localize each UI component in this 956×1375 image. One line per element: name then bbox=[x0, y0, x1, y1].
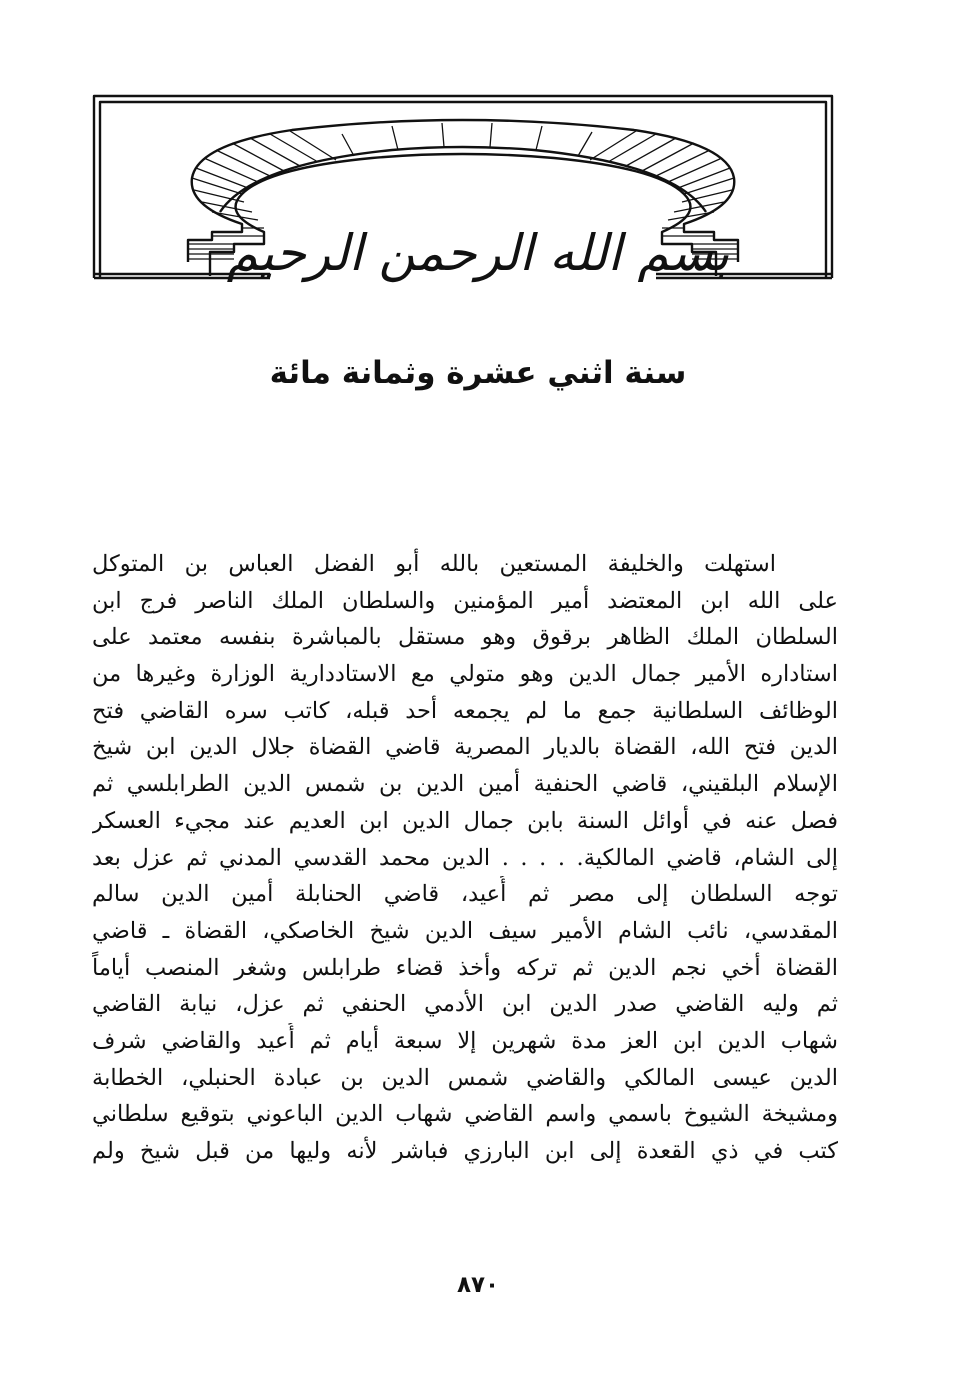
text-line: شهاب الدين ابن العز مدة شهرين إلا سبعة أيام ثم أُعيد والقاضي شرف bbox=[92, 1027, 838, 1054]
text-line: استاداره الأمير جمال الدين وهو متولي مع الاستاددارية الوزارة وغيرها من bbox=[92, 661, 838, 688]
text-line: كتب في ذي القعدة إلى ابن البارزي فباشر لأنه وليها من قبل شيخ ولم bbox=[92, 1138, 838, 1164]
text-line: فصل عنه في أوائل السنة بابن جمال الدين ابن العديم عند مجيء العسكر bbox=[92, 807, 838, 834]
text-line: الدين عيسى المالكي والقاضي شمس الدين بن عبادة الحنبلي، الخطابة bbox=[92, 1064, 838, 1091]
text-line: على الله ابن المعتضد أمير المؤمنين والسلطان الملك الناصر فرج ابن bbox=[92, 587, 838, 614]
text-line: ثم وليه القاضي صدر الدين ابن الأدمي الحنفي ثم عزل، نيابة القاضي bbox=[92, 991, 838, 1018]
page-title: سنة اثني عشرة وثمانة مائة bbox=[269, 355, 687, 391]
text-line: إلى الشام، قاضي المالكية. . . . . الدين محمد القدسي المدني ثم عزل بعد bbox=[92, 844, 838, 871]
text-line: الوظائف السلطانية جمع ما لم يجمعه أحد قبله، كاتب سره القاضي فتح bbox=[92, 697, 838, 724]
text-line: استهلت والخليفة المستعين بالله أبو الفضل العباس بن المتوكل bbox=[92, 551, 776, 577]
page-number: ٨٧٠ bbox=[456, 1272, 500, 1298]
text-line: توجه السلطان إلى مصر ثم أُعيد، قاضي الحنابلة أمين الدين سالم bbox=[92, 881, 838, 908]
text-line: المقدسي، نائب الشام الأمير سيف الدين شيخ الخاصكي، القضاة ـ قاضي bbox=[92, 917, 838, 944]
text-line: القضاة أخي نجم الدين ثم تركه وأخذ قضاء طرابلس وشغر المنصب أياماً bbox=[92, 954, 838, 981]
text-line: الإسلام البلقيني، قاضي الحنفية أمين الدين بن شمس الدين الطرابلسي ثم bbox=[92, 771, 838, 798]
basmala-calligraphy: بسم الله الرحمن الرحيم bbox=[226, 224, 730, 282]
text-line: السلطان الملك الظاهر برقوق وهو مستقل بالمباشرة بنفسه معتمد على bbox=[92, 624, 838, 651]
header-ornament-frame bbox=[92, 94, 834, 338]
text-line: ومشيخة الشيوخ باسمي واسم القاضي شهاب الدين الباعوني بتوقيع سلطاني bbox=[92, 1101, 838, 1128]
body-paragraph bbox=[92, 546, 838, 1170]
text-line: الدين فتح الله، القضاة بالديار المصرية قاضي القضاة جلال الدين ابن شيخ bbox=[92, 734, 838, 761]
